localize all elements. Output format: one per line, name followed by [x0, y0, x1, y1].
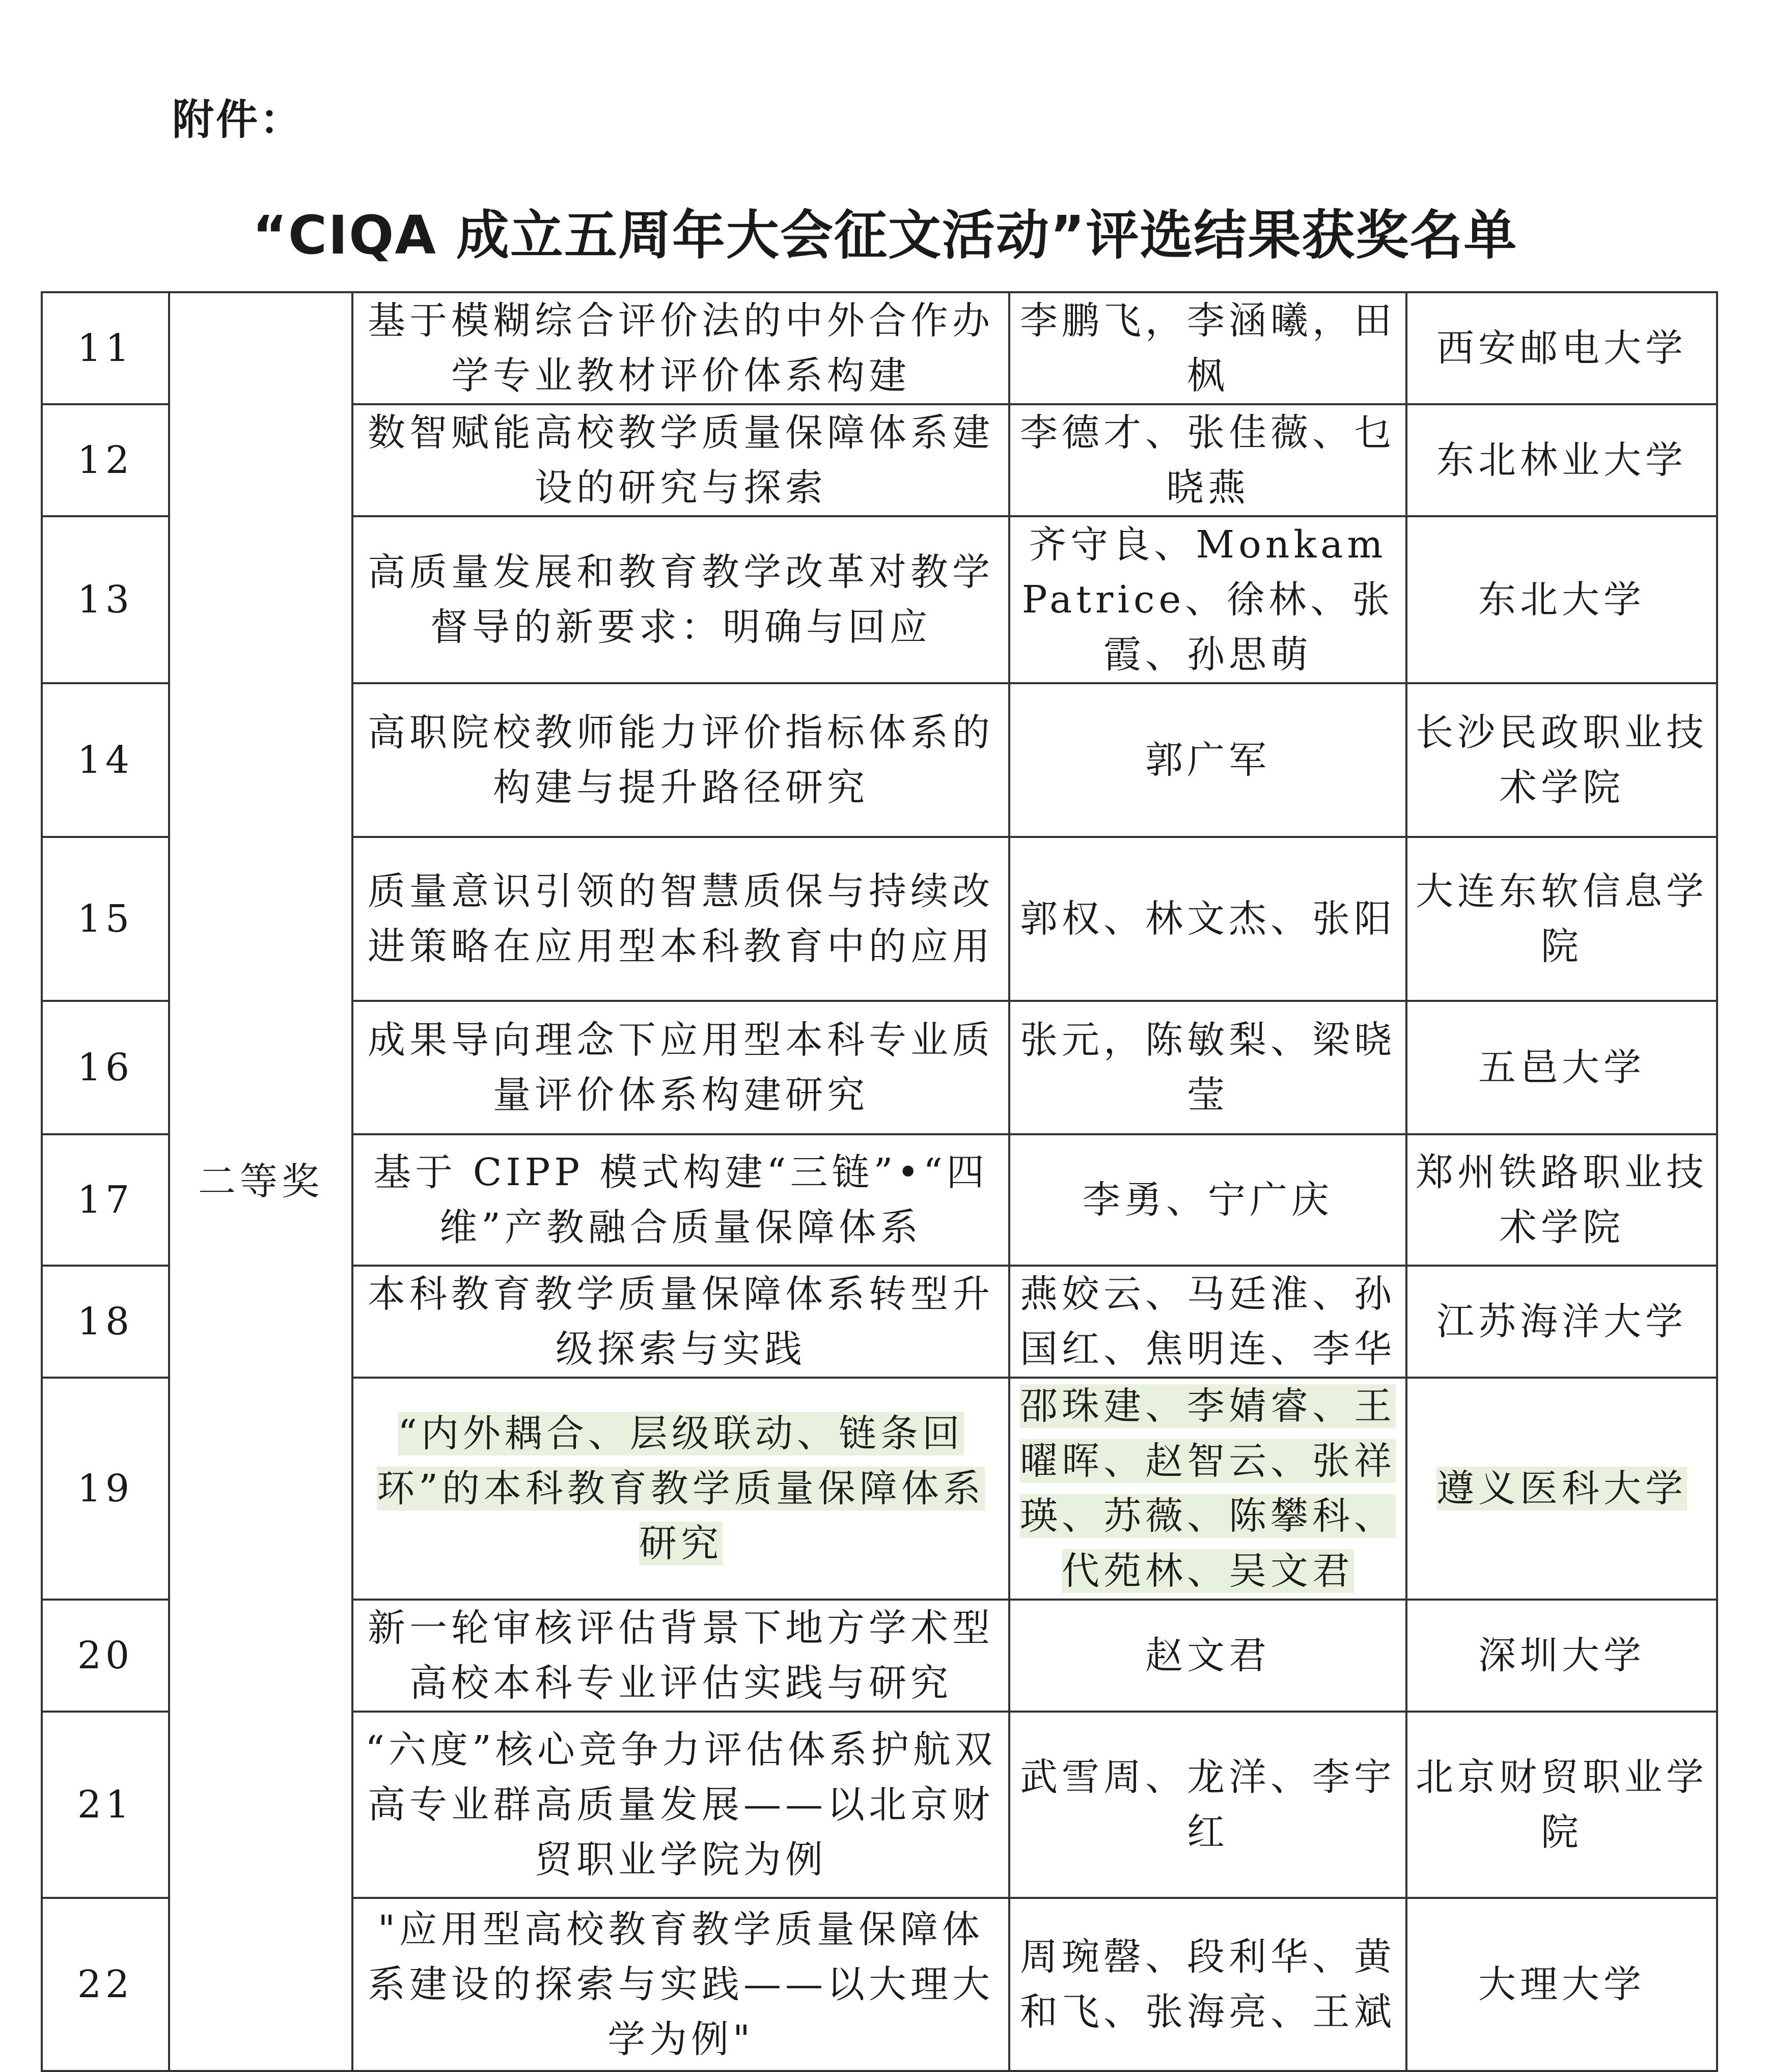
authors-cell [1009, 1378, 1406, 1600]
table-row [42, 292, 1717, 404]
paper-title: 数智赋能高校教学质量保障体系建设的研究与探索 [352, 404, 1009, 516]
paper-title: 质量意识引领的智慧质保与持续改进策略在应用型本科教育中的应用 [352, 837, 1009, 1001]
unit-cell: 北京财贸职业学院 [1406, 1712, 1717, 1898]
row-number: 15 [42, 837, 169, 1001]
authors-cell: 武雪周、龙洋、李宇红 [1009, 1712, 1406, 1898]
unit-cell: 东北大学 [1406, 516, 1717, 683]
unit-cell [1406, 1378, 1717, 1600]
paper-title: 新一轮审核评估背景下地方学术型高校本科专业评估实践与研究 [352, 1600, 1009, 1712]
paper-title: “六度”核心竞争力评估体系护航双高专业群高质量发展——以北京财贸职业学院为例 [352, 1712, 1009, 1898]
paper-title: "应用型高校教育教学质量保障体系建设的探索与实践——以大理大学为例" [352, 1898, 1009, 2071]
paper-title [352, 1378, 1009, 1600]
paper-title: 高职院校教师能力评价指标体系的构建与提升路径研究 [352, 683, 1009, 837]
authors-cell: 齐守良、MonkamPatrice、徐林、张霞、孙思萌 [1009, 516, 1406, 683]
row-number: 18 [42, 1266, 169, 1378]
paper-title: 本科教育教学质量保障体系转型升级探索与实践 [352, 1266, 1009, 1378]
row-number: 16 [42, 1001, 169, 1134]
row-number: 20 [42, 1600, 169, 1712]
row-number: 12 [42, 404, 169, 516]
authors-cell: 李勇、宁广庆 [1009, 1134, 1406, 1266]
authors-cell: 周琬罄、段利华、黄和飞、张海亮、王斌 [1009, 1898, 1406, 2071]
unit-cell: 江苏海洋大学 [1406, 1266, 1717, 1378]
paper-title: 基于 CIPP 模式构建“三链”•“四维”产教融合质量保障体系 [352, 1134, 1009, 1266]
authors-cell: 李德才、张佳薇、乜晓燕 [1009, 404, 1406, 516]
unit-cell: 长沙民政职业技术学院 [1406, 683, 1717, 837]
paper-title: 成果导向理念下应用型本科专业质量评价体系构建研究 [352, 1001, 1009, 1134]
row-number: 17 [42, 1134, 169, 1266]
authors-cell: 李鹏飞，李涵曦，田枫 [1009, 292, 1406, 404]
authors-cell: 赵文君 [1009, 1600, 1406, 1712]
unit-cell: 深圳大学 [1406, 1600, 1717, 1712]
paper-title: 高质量发展和教育教学改革对教学督导的新要求：明确与回应 [352, 516, 1009, 683]
attachment-label: 附件： [172, 96, 304, 144]
row-number: 14 [42, 683, 169, 837]
unit-cell: 五邑大学 [1406, 1001, 1717, 1134]
highlighted-title: “内外耦合、层级联动、链条回环”的本科教育教学质量保障体系研究 [377, 1412, 985, 1565]
row-number: 19 [42, 1378, 169, 1600]
authors-cell: 燕姣云、马廷淮、孙国红、焦明连、李华 [1009, 1266, 1406, 1378]
unit-cell: 大理大学 [1406, 1898, 1717, 2071]
row-number: 22 [42, 1898, 169, 2071]
unit-cell: 郑州铁路职业技术学院 [1406, 1134, 1717, 1266]
row-number: 13 [42, 516, 169, 683]
highlighted-authors: 邵珠建、李婧睿、王曜晖、赵智云、张祥瑛、苏薇、陈攀科、代苑林、吴文君 [1020, 1384, 1396, 1593]
row-number: 11 [42, 292, 169, 404]
authors-cell: 郭权、林文杰、张阳 [1009, 837, 1406, 1001]
paper-title: 基于模糊综合评价法的中外合作办学专业教材评价体系构建 [352, 292, 1009, 404]
authors-cell: 张元，陈敏梨、梁晓莹 [1009, 1001, 1406, 1134]
prize-level-cell: 二等奖 [169, 292, 352, 2071]
unit-cell: 东北林业大学 [1406, 404, 1717, 516]
highlighted-unit: 遵义医科大学 [1436, 1467, 1687, 1510]
row-number: 21 [42, 1712, 169, 1898]
authors-cell: 郭广军 [1009, 683, 1406, 837]
unit-cell: 大连东软信息学院 [1406, 837, 1717, 1001]
page-title: “CIQA 成立五周年大会征文活动”评选结果获奖名单 [252, 204, 1518, 266]
awards-table [41, 291, 1718, 2072]
unit-cell: 西安邮电大学 [1406, 292, 1717, 404]
